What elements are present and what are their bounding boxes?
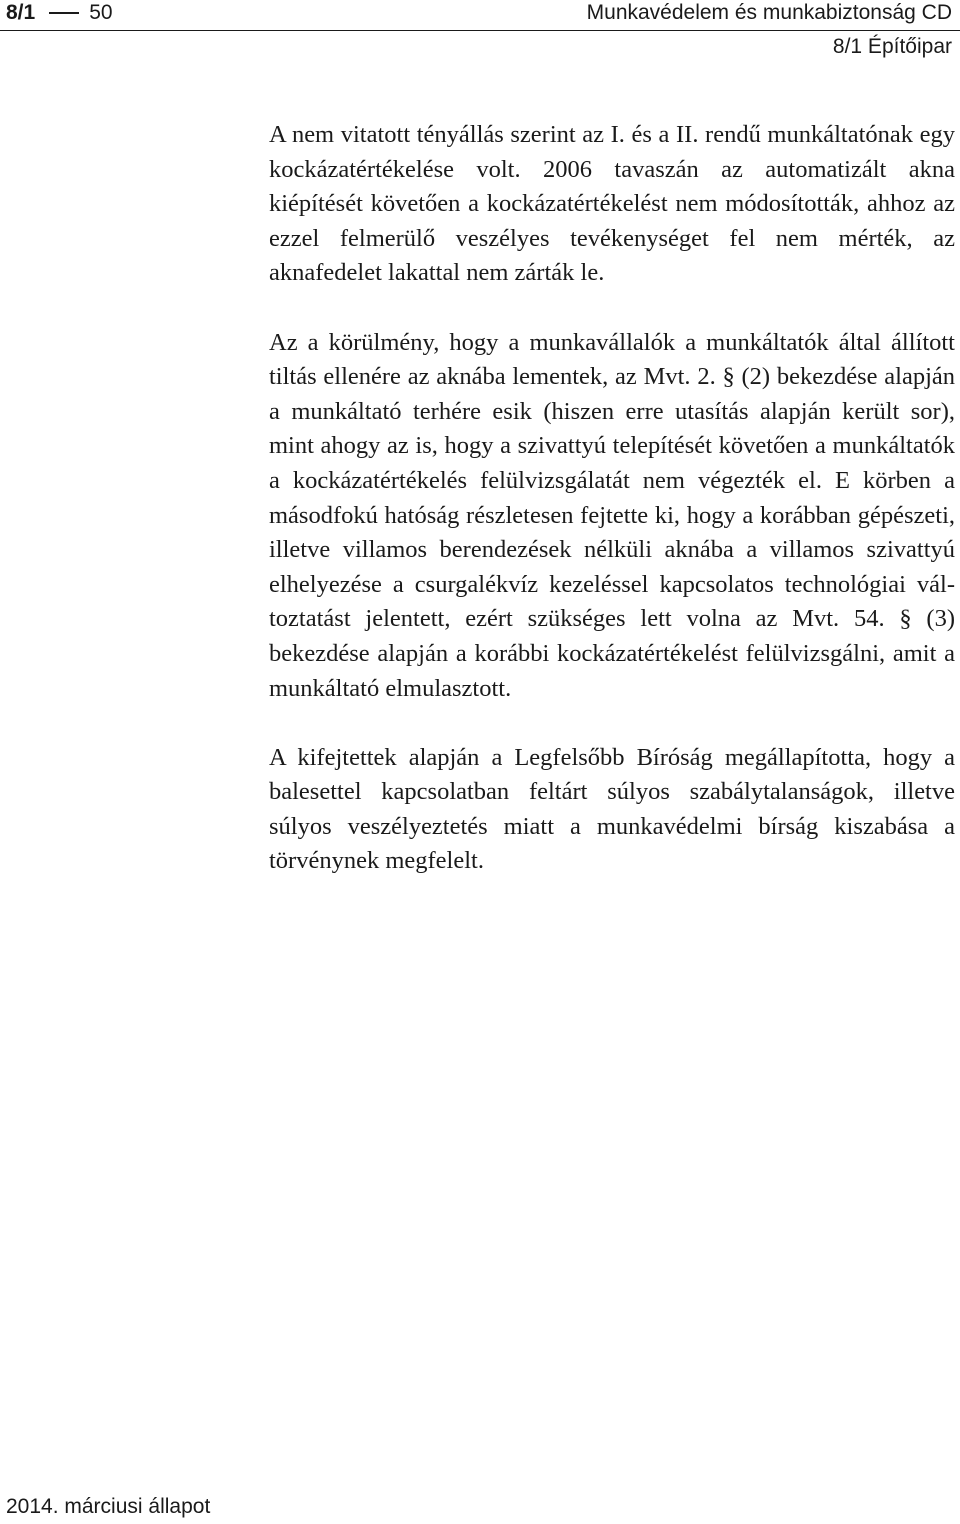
paragraph: A nem vitatott tényállás szerint az I. és a II. rendű munkáltatónak egy kockázatértékelése volt. 2006 tavaszán az automatizált akna kiépítését követően a kockázatértékelést nem módosították, ahhoz az ezzel felmerülő veszélyes tevékenységet fel nem mérték, az aknafedelet lakattal nem zárták le. xyxy=(269,121,955,287)
header-rule xyxy=(0,30,960,31)
page-reference xyxy=(6,0,113,26)
footer-status: 2014. márciusi állapot xyxy=(6,1495,211,1518)
body-text xyxy=(269,118,955,914)
section-number: 8/1 xyxy=(6,1,36,24)
page-header xyxy=(0,0,960,70)
publication-title: Munkavédelem és munkabiztonság CD xyxy=(586,1,952,24)
paragraph: A kifejtettek alapján a Legfelsőbb Bíróság megállapította, hogy a balesettel kapcsolatban feltárt súlyos szabálytalanságok, illetve súlyos veszélyeztetés miatt a munkavédelmi bírság kiszabása a törvénynek megfelelt. xyxy=(269,743,955,875)
dash-separator xyxy=(49,12,79,14)
section-title: 8/1 Építőipar xyxy=(832,35,952,58)
page-number: 50 xyxy=(89,1,113,24)
paragraph: Az a körülmény, hogy a munkavállalók a munkáltatók által állított tiltás ellenére az aknába lementek, az Mvt. 2. § (2) bekezdése alapján a munkáltató terhére esik (hiszen erre utasítás alapján került sor), mint ahogy az is, hogy a szivattyú telepítését követően a munkáltatók a kockázatértékelés felülvizsgálatát nem végezték el. E körben a másodfokú hatóság részletesen fejtette ki, hogy a korábban gépészeti, illetve villamos berendezések nélküli aknába a villamos szivattyú elhelyezése a csurgalékvíz kezeléssel kapcsolatos technológiai változtatást jelentett, ezért szükséges lett volna az Mvt. 54. § (3) bekezdése alapján a korábbi kockázatértékelést felülvizsgálni, amit a munkáltató elmulasztott. xyxy=(269,328,955,702)
